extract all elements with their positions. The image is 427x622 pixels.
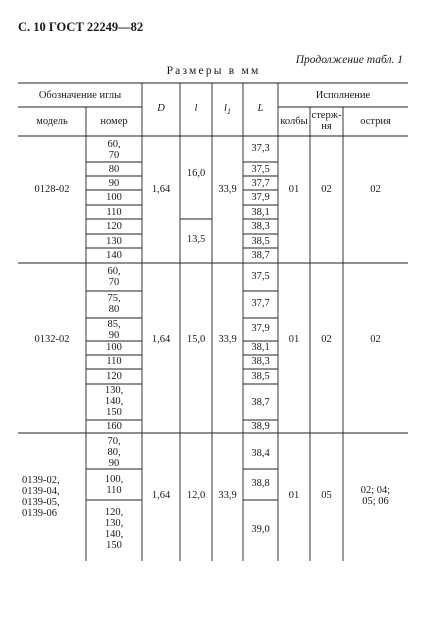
group1-tip: 02 xyxy=(370,184,381,195)
group2-number: 100 xyxy=(106,342,122,353)
group2-flask: 01 xyxy=(288,334,300,345)
header-needle-designation: Обозначение иглы xyxy=(38,90,122,101)
group3-number: 120, 130, 140, 150 xyxy=(104,507,124,551)
header-l1-subscript: 1 xyxy=(226,107,231,117)
header-flask: колбы xyxy=(280,116,308,127)
group1-number: 130 xyxy=(106,236,122,247)
group1-rod: 02 xyxy=(321,184,332,195)
group2-L: 38,5 xyxy=(251,371,270,382)
group3-L: 38,8 xyxy=(251,478,270,489)
group2-L: 38,1 xyxy=(251,342,270,353)
group2-number: 110 xyxy=(106,356,122,367)
group2-number: 130, 140, 150 xyxy=(104,385,124,418)
group1-number: 60, 70 xyxy=(107,139,121,161)
group2-rod: 02 xyxy=(321,334,332,345)
header-L: L xyxy=(257,103,264,114)
group1-number: 80 xyxy=(108,164,120,175)
header-model: модель xyxy=(36,116,68,127)
group2-l1: 33,9 xyxy=(218,334,237,345)
group2-l: 15,0 xyxy=(186,334,206,345)
group2-number: 75, 80 xyxy=(107,293,121,315)
header-rod: стерж- ня xyxy=(311,110,342,132)
group1-L: 37,3 xyxy=(251,143,270,154)
group3-tip: 02; 04; 05; 06 xyxy=(360,485,391,507)
header-execution: Исполнение xyxy=(315,90,371,101)
group1-l: 13,5 xyxy=(186,234,206,245)
group3-model: 0139-02, 0139-04, 0139-05, 0139-06 xyxy=(22,475,60,519)
page-reference: С. 10 ГОСТ 22249—82 xyxy=(18,20,144,34)
group3-number: 70, 80, 90 xyxy=(107,436,121,469)
group1-D: 1,64 xyxy=(151,184,171,195)
group1-number: 120 xyxy=(106,221,122,232)
group1-L: 37,7 xyxy=(251,178,270,189)
group3-flask: 01 xyxy=(288,490,300,501)
group2-tip: 02 xyxy=(370,334,381,345)
group1-L: 37,9 xyxy=(251,192,270,203)
group3-l1: 33,9 xyxy=(218,490,237,501)
group3-D: 1,64 xyxy=(151,490,171,501)
header-tip: острия xyxy=(360,116,391,127)
group1-number: 140 xyxy=(106,250,122,261)
group2-L: 38,9 xyxy=(251,421,270,432)
group1-l1: 33,9 xyxy=(218,184,237,195)
group1-model: 0128-02 xyxy=(34,184,70,195)
dimensions-caption: Размеры в мм xyxy=(166,65,261,77)
group2-L: 38,7 xyxy=(251,397,270,408)
group3-L: 39,0 xyxy=(251,524,270,535)
group1-l: 16,0 xyxy=(186,168,206,179)
group2-number: 85, 90 xyxy=(107,319,121,341)
header-D: D xyxy=(157,103,165,114)
group2-L: 37,5 xyxy=(251,271,270,282)
group2-number: 120 xyxy=(106,371,122,382)
group1-L: 38,3 xyxy=(251,221,270,232)
table-continuation-note: Продолжение табл. 1 xyxy=(295,54,403,66)
header-l1 xyxy=(212,103,243,118)
group2-model: 0132-02 xyxy=(34,334,70,345)
group2-L: 37,9 xyxy=(251,323,270,334)
group1-L: 38,5 xyxy=(251,236,270,247)
group3-number: 100, 110 xyxy=(104,474,124,496)
group1-number: 100 xyxy=(106,192,122,203)
group2-L: 38,3 xyxy=(251,356,270,367)
group2-number: 60, 70 xyxy=(107,266,121,288)
group3-rod: 05 xyxy=(321,490,332,501)
group3-l: 12,0 xyxy=(186,490,206,501)
group1-flask: 01 xyxy=(288,184,300,195)
group2-L: 37,7 xyxy=(251,298,270,309)
group2-D: 1,64 xyxy=(151,334,171,345)
group1-L: 37,5 xyxy=(251,164,270,175)
header-number: номер xyxy=(100,116,128,127)
header-l: l xyxy=(194,103,198,114)
group1-number: 110 xyxy=(106,207,122,218)
group2-number: 160 xyxy=(106,421,122,432)
group1-number: 90 xyxy=(108,178,120,189)
group1-L: 38,1 xyxy=(251,207,270,218)
group3-L: 38,4 xyxy=(251,448,270,459)
group1-L: 38,7 xyxy=(251,250,270,261)
header-l1-symbol: l xyxy=(224,103,227,114)
